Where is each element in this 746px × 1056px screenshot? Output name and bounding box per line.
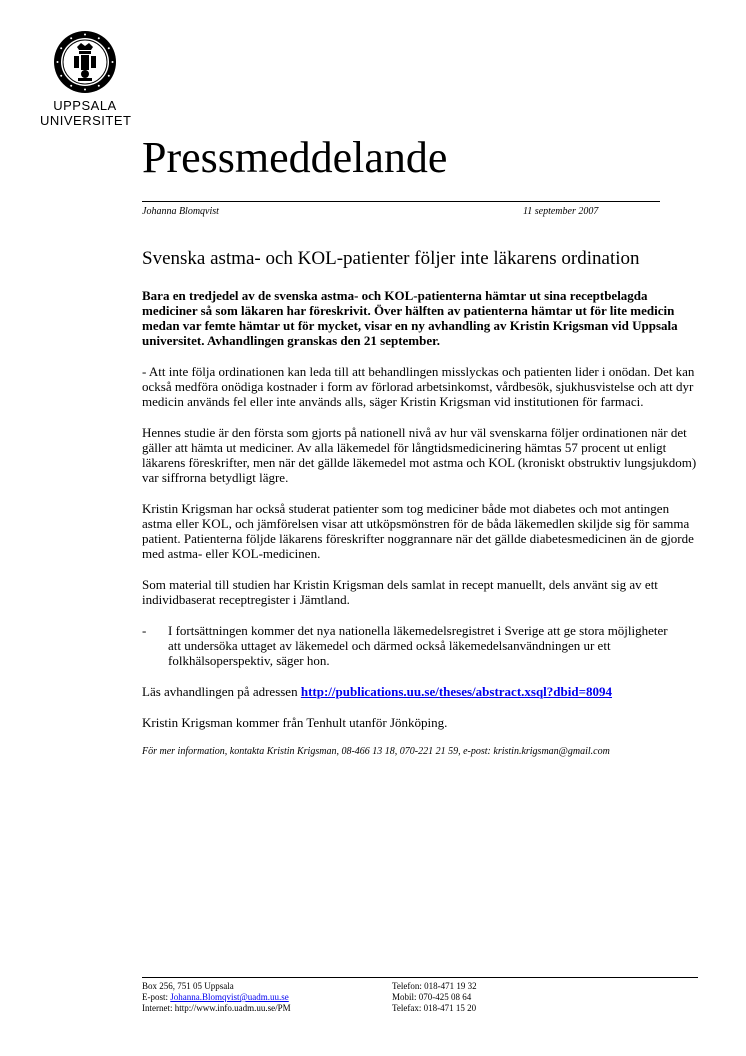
university-name-line2: UNIVERSITET [40, 113, 132, 128]
footer-email-row [142, 992, 291, 1003]
footer-right [392, 981, 477, 1014]
footer-phone: Telefon: 018-471 19 32 [392, 981, 477, 991]
footer-left [142, 981, 291, 1014]
bullet-mark: - [142, 623, 147, 638]
author: Johanna Blomqvist [142, 206, 219, 217]
footer-email-link[interactable]: Johanna.Blomqvist@uadm.uu.se [170, 992, 289, 1002]
page-title: Pressmeddelande [142, 133, 448, 182]
thesis-link[interactable]: http://publications.uu.se/theses/abstract.xsql?dbid=8094 [300, 684, 613, 699]
header-divider [142, 201, 660, 202]
article-body [142, 248, 702, 758]
footer-address: Box 256, 751 05 Uppsala [142, 981, 234, 991]
origin-text: Kristin Krigsman kommer från Tenhult utanför Jönköping. [142, 715, 448, 730]
university-name-line1: UPPSALA [53, 98, 117, 113]
footer-email-label: E-post: [142, 992, 168, 1002]
quote-bullet [142, 623, 702, 668]
article-headline: Svenska astma- och KOL-patienter följer inte läkarens ordination [142, 248, 640, 269]
footer-internet: Internet: http://www.info.uadm.uu.se/PM [142, 1003, 291, 1013]
footer-divider [142, 977, 698, 978]
bullet-text: I fortsättningen kommer det nya nationella läkemedelsregistret i Sverige att ge stora möjligheter att undersöka uttaget av läkemedel och därmed också läkemedelsanvändningen ur ett folkhälsoperspektiv, säger hon. [168, 623, 668, 668]
paragraph-1: - Att inte följa ordinationen kan leda till att behandlingen misslyckas och patienten lider i onödan. Det kan också medföra onödiga kostnader i form av förlorad arbetsinkomst, vårdbesök, sjukhusvistelse och att dyr medicin används fel eller inte används alls, säger Kristin Krigsman vid institutionen för farmaci. [142, 364, 695, 409]
contact-info: För mer information, kontakta Kristin Krigsman, 08-466 13 18, 070-221 21 59, e-post: kristin.krigsman@gmail.com [142, 746, 610, 757]
read-thesis [142, 684, 702, 699]
footer-mobile: Mobil: 070-425 08 64 [392, 992, 472, 1002]
university-logo [40, 30, 130, 128]
read-thesis-prefix: Läs avhandlingen på adressen [142, 684, 298, 699]
article-lead: Bara en tredjedel av de svenska astma- och KOL-patienterna hämtar ut sina receptbelagda mediciner så som läkaren har föreskrivit. Över hälften av patienterna hämtar ut för lite medicin medan var femte hämtar ut för mycket, visar en ny avhandling av Kristin Krigsman vid Uppsala universitet. Avhandlingen granskas den 21 september. [142, 288, 678, 348]
paragraph-4: Som material till studien har Kristin Krigsman dels samlat in recept manuellt, dels använt sig av ett individbaserat receptregister i Jämtland. [142, 577, 658, 607]
university-seal-icon [53, 30, 117, 94]
paragraph-2: Hennes studie är den första som gjorts på nationell nivå av hur väl svenskarna följer ordinationen när det gäller att hämta ut mediciner. Av alla läkemedel för långtidsmedicinering hämtas 57 procent ut enligt läkarens föreskrifter, men när det gällde läkemedel mot astma och KOL (kroniskt obstruktiv lungsjukdom) var siffrorna betydligt lägre. [142, 425, 697, 485]
publish-date: 11 september 2007 [523, 206, 599, 217]
paragraph-3: Kristin Krigsman har också studerat patienter som tog mediciner både mot diabetes och mot antingen astma eller KOL, och jämförelsen visar att utköpsmönstren för de båda läkemedlen skiljde sig för samma patient. Patienterna följde läkarens föreskrifter noggrannare när det gällde diabetesmedicinen än de gjorde med astma- eller KOL-medicinen. [142, 501, 694, 561]
footer-fax: Telefax: 018-471 15 20 [392, 1003, 477, 1013]
